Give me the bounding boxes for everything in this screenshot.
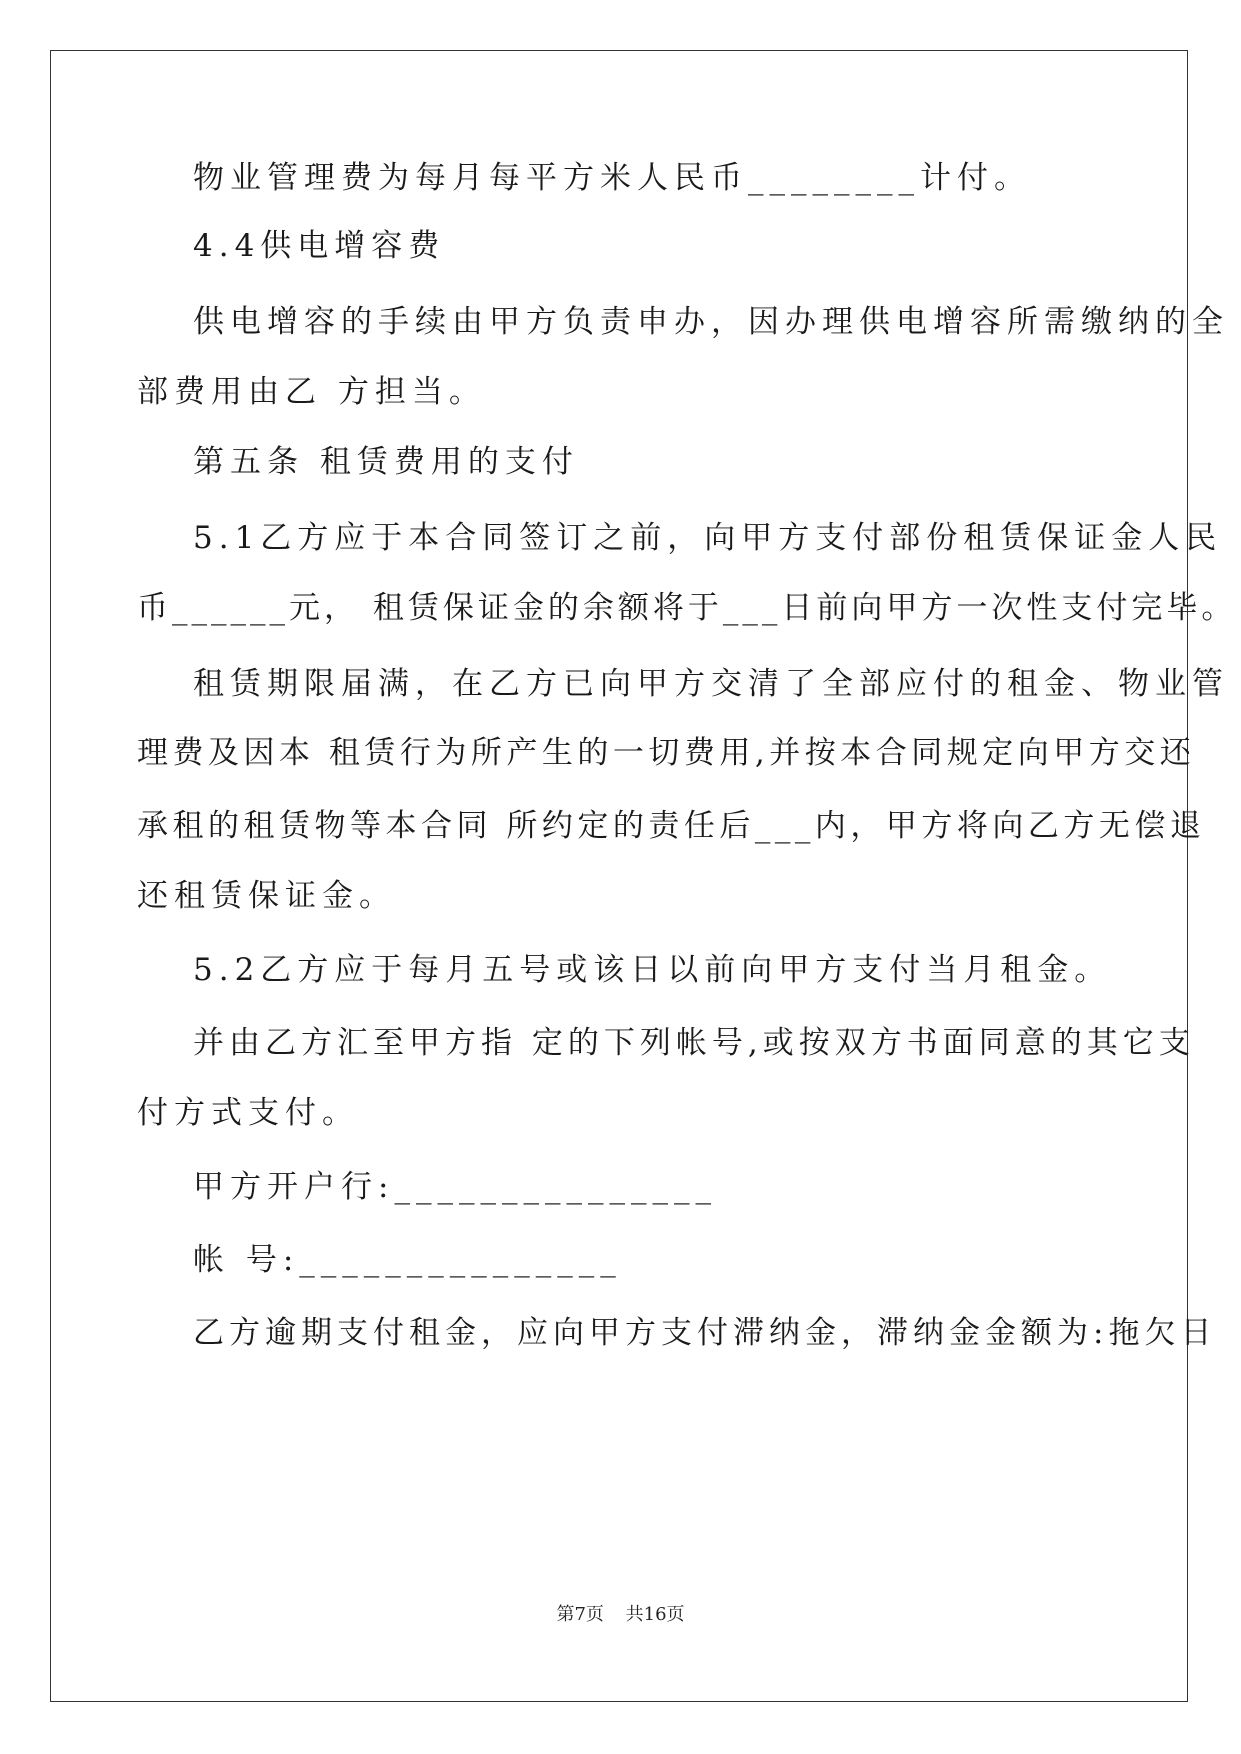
text-line: 5.1乙方应于本合同签订之前，向甲方支付部份租赁保证金人民: [193, 520, 1223, 556]
section-heading: 4.4供电增容费: [193, 228, 446, 264]
text-line: 币______元， 租赁保证金的余额将于___日前向甲方一次性支付完毕。: [137, 590, 1237, 626]
page-total: 共16页: [625, 1604, 685, 1625]
text-line: 乙方逾期支付租金，应向甲方支付滞纳金，滞纳金金额为:拖欠日: [193, 1315, 1217, 1351]
text-line: 付方式支付。: [137, 1095, 359, 1131]
page-footer: [0, 1600, 1241, 1626]
text-line: 供电增容的手续由甲方负责申办，因办理供电增容所需缴纳的全: [193, 304, 1229, 340]
text-line: 还租赁保证金。: [137, 878, 396, 914]
text-line: 并由乙方汇至甲方指 定的下列帐号,或按双方书面同意的其它支: [193, 1025, 1195, 1061]
bank-field: 甲方开户行:_______________: [193, 1169, 717, 1205]
text-line: 租赁期限届满，在乙方已向甲方交清了全部应付的租金、物业管: [193, 666, 1229, 702]
article-heading: 第五条 租赁费用的支付: [193, 444, 579, 480]
text-line: 理费及因本 租赁行为所产生的一切费用,并按本合同规定向甲方交还: [137, 735, 1196, 771]
page-number: 第7页: [556, 1604, 604, 1625]
text-line: 5.2乙方应于每月五号或该日以前向甲方支付当月租金。: [193, 952, 1112, 988]
text-line: 部费用由乙 方担当。: [137, 374, 486, 410]
text-line: 物业管理费为每月每平方米人民币________计付。: [193, 160, 1031, 196]
text-line: 承租的租赁物等本合同 所约定的责任后___内，甲方将向乙方无偿退: [137, 808, 1206, 844]
account-field: 帐 号:_______________: [193, 1242, 622, 1278]
